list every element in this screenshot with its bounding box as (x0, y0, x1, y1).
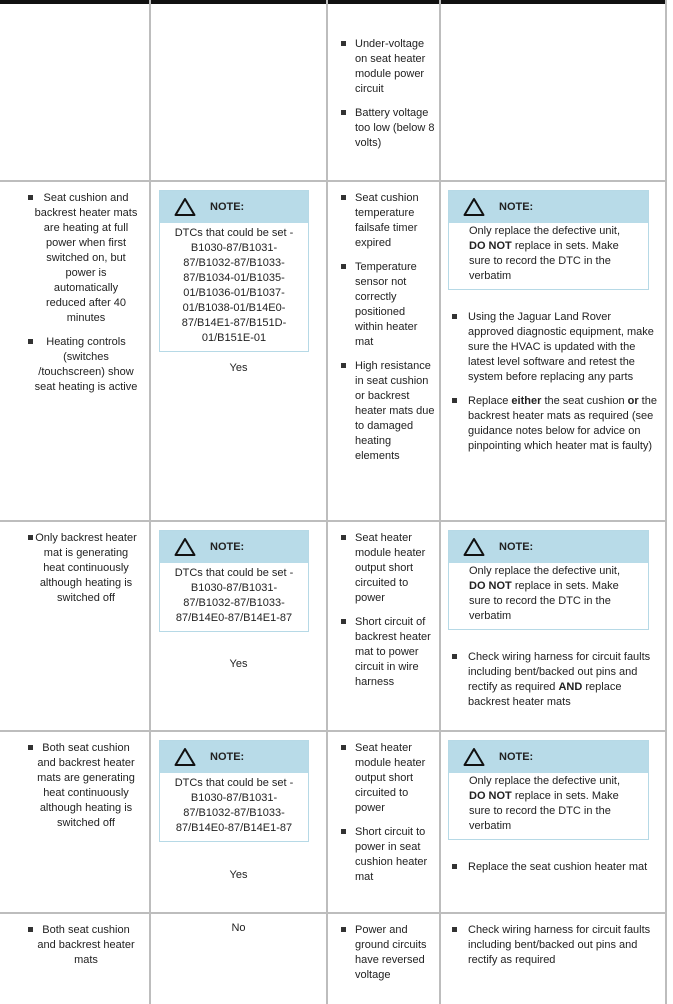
note-body: Only replace the defective unit, DO NOT replace in sets. Make sure to record the DTC in the verbatim (469, 225, 621, 282)
cause-cell (327, 522, 440, 730)
note-body: DTCs that could be set - B1030-87/B1031-87/B1032-87/B1033-87/B14E0-87/B14E1-87 (174, 777, 294, 834)
bullet-icon (341, 363, 346, 368)
note-label: NOTE: (499, 200, 534, 213)
bullet-icon (341, 535, 346, 540)
note-body: Only replace the defective unit, DO NOT replace in sets. Make sure to record the DTC in the verbatim (469, 775, 621, 832)
symptom-cell (0, 522, 150, 730)
action-cell (440, 182, 667, 520)
symptom-cell (0, 0, 150, 180)
warning-icon (174, 197, 196, 217)
action-cell (440, 0, 667, 180)
cause-cell (327, 732, 440, 912)
warning-icon (174, 747, 196, 767)
bullet-icon (341, 619, 346, 624)
cause-item: Battery voltage too low (below 8 volts) (341, 106, 436, 151)
table-row (0, 522, 667, 730)
cause-cell (327, 0, 440, 180)
symptom-item: Seat cushion and backrest heater mats are heating at full power when first switched on, but power is automatically reduced after 40 minutes (28, 191, 138, 326)
note-body: Only replace the defective unit, DO NOT replace in sets. Make sure to record the DTC in the verbatim (469, 565, 621, 622)
cause-item: Short circuit to power in seat cushion heater mat (341, 825, 436, 885)
row-divider (0, 730, 667, 732)
note-header (449, 741, 648, 773)
warning-icon (174, 537, 196, 557)
bullet-icon (341, 264, 346, 269)
action-note (448, 530, 649, 630)
note-header (160, 191, 308, 223)
table-row (0, 182, 667, 520)
cause-item: Temperature sensor not correctly positioned within heater mat (341, 260, 436, 350)
cause-item: Seat heater module heater output short circuited to power (341, 531, 436, 606)
note-body: DTCs that could be set - B1030-87/B1031-87/B1032-87/B1033-87/B1034-01/B1035-01/B1036-01/B1037-01/B1038-01/B14E0-87/B14E1-87/B151D-01/B151E-01 (174, 227, 294, 344)
dtc-cell (150, 522, 327, 730)
dtc-cell (150, 732, 327, 912)
row-divider (0, 520, 667, 522)
note-label: NOTE: (499, 750, 534, 763)
bullet-icon (341, 927, 346, 932)
bullet-icon (341, 195, 346, 200)
dtc-note (159, 530, 309, 632)
table-row (0, 0, 667, 180)
action-item: Using the Jaguar Land Rover approved diagnostic equipment, make sure the HVAC is updated with the latest level software and retest the system before replacing any parts (452, 310, 657, 385)
bullet-icon (341, 41, 346, 46)
warning-icon (463, 537, 485, 557)
note-body: DTCs that could be set - B1030-87/B1031-87/B1032-87/B1033-87/B14E0-87/B14E1-87 (174, 567, 294, 624)
row-divider (0, 180, 667, 182)
dtc-cell (150, 914, 327, 1004)
warning-icon (463, 747, 485, 767)
bullet-icon (452, 864, 457, 869)
table-row (0, 732, 667, 912)
bullet-icon (452, 927, 457, 932)
row-divider (0, 912, 667, 914)
symptom-item: Both seat cushion and backrest heater mats (28, 923, 138, 968)
column-divider (439, 0, 441, 1004)
note-header (160, 741, 308, 773)
note-header (449, 531, 648, 563)
bullet-icon (452, 654, 457, 659)
bullet-icon (341, 829, 346, 834)
note-label: NOTE: (210, 750, 245, 763)
symptom-cell (0, 732, 150, 912)
bullet-icon (452, 314, 457, 319)
column-divider (149, 0, 151, 1004)
bullet-icon (341, 745, 346, 750)
bullet-icon (28, 339, 33, 344)
note-header (160, 531, 308, 563)
warning-icon (463, 197, 485, 217)
dtc-cell (150, 0, 327, 180)
bullet-icon (452, 398, 457, 403)
cause-item: Under-voltage on seat heater module power circuit (341, 37, 436, 97)
dtc-result: Yes (229, 362, 248, 374)
symptom-item: Only backrest heater mat is generating heat continuously although heating is switched off (28, 531, 138, 606)
cause-item: Short circuit of backrest heater mat to power circuit in wire harness (341, 615, 436, 690)
dtc-note (159, 740, 309, 842)
bullet-icon (28, 745, 33, 750)
dtc-cell (150, 182, 327, 520)
cause-cell (327, 182, 440, 520)
action-note (448, 740, 649, 840)
symptom-item: Both seat cushion and backrest heater mats are generating heat continuously although heating is switched off (28, 741, 138, 831)
cause-item: Power and ground circuits have reversed voltage (341, 923, 436, 983)
dtc-result: No (231, 922, 246, 934)
action-item: Replace the seat cushion heater mat (452, 860, 657, 875)
bullet-icon (341, 110, 346, 115)
action-item: Check wiring harness for circuit faults including bent/backed out pins and rectify as required AND replace backrest heater mats (452, 650, 657, 710)
action-cell (440, 732, 667, 912)
action-cell (440, 914, 667, 1004)
bullet-icon (28, 535, 33, 540)
symptom-item: Heating controls (switches /touchscreen) show seat heating is active (28, 335, 138, 395)
table-row (0, 914, 667, 1004)
note-label: NOTE: (499, 540, 534, 553)
cause-cell (327, 914, 440, 1004)
note-label: NOTE: (210, 200, 245, 213)
dtc-result: Yes (229, 658, 248, 670)
column-divider (326, 0, 328, 1004)
dtc-result: Yes (229, 869, 248, 881)
note-label: NOTE: (210, 540, 245, 553)
note-header (449, 191, 648, 223)
column-divider (665, 0, 667, 1004)
bullet-icon (28, 927, 33, 932)
action-item: Replace either the seat cushion or the backrest heater mats as required (see guidance notes below for advice on pinpointing which heater mat is faulty) (452, 394, 657, 454)
symptom-cell (0, 182, 150, 520)
symptom-cell (0, 914, 150, 1004)
dtc-note (159, 190, 309, 352)
action-cell (440, 522, 667, 730)
cause-item: Seat heater module heater output short circuited to power (341, 741, 436, 816)
bullet-icon (28, 195, 33, 200)
action-note (448, 190, 649, 290)
action-item: Check wiring harness for circuit faults including bent/backed out pins and rectify as required (452, 923, 657, 968)
cause-item: Seat cushion temperature failsafe timer expired (341, 191, 436, 251)
cause-item: High resistance in seat cushion or backrest heater mats due to damaged heating elements (341, 359, 436, 464)
